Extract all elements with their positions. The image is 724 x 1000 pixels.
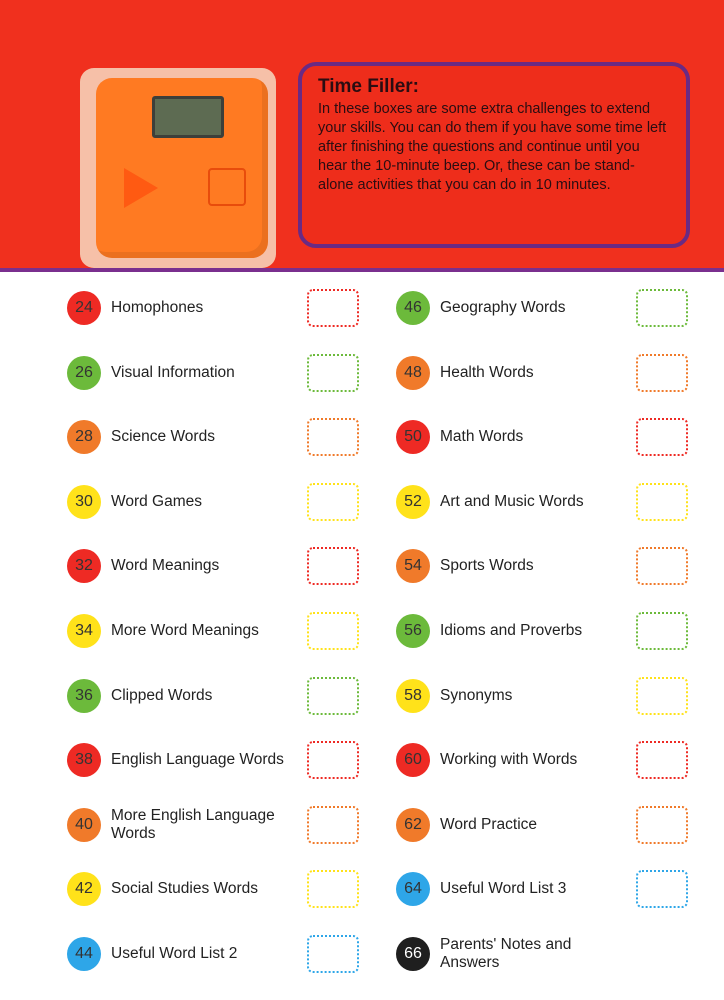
progress-checkbox[interactable] [307, 806, 359, 844]
progress-checkbox[interactable] [307, 547, 359, 585]
play-icon [124, 168, 158, 208]
topic-label: Useful Word List 2 [111, 945, 238, 962]
contents-row [396, 867, 620, 911]
page-number-badge: 64 [396, 872, 430, 906]
topic-label: Math Words [440, 428, 524, 446]
topic-label: Synonyms [440, 686, 513, 704]
topic-label: Word Practice [440, 815, 538, 833]
page-number-badge: 38 [67, 743, 101, 777]
topic-label: Working with Words [440, 751, 578, 769]
progress-checkbox[interactable] [307, 935, 359, 973]
page-number-badge: 34 [67, 614, 101, 648]
topic-label: Health Words [440, 363, 534, 381]
topic-label: Word Games [111, 492, 203, 510]
page-number-badge: 54 [396, 549, 430, 583]
page-number-badge: 66 [396, 937, 430, 971]
progress-checkbox[interactable] [636, 612, 688, 650]
contents-row [67, 803, 291, 847]
page-number-badge: 58 [396, 679, 430, 713]
contents-row [396, 932, 620, 976]
progress-checkbox[interactable] [636, 418, 688, 456]
topic-label: Social Studies Words [111, 880, 259, 898]
contents-row [67, 351, 291, 395]
progress-checkbox[interactable] [636, 935, 688, 973]
page-number-badge: 48 [396, 356, 430, 390]
page-number-badge: 32 [67, 549, 101, 583]
contents-row [67, 932, 291, 976]
contents-row [67, 286, 291, 330]
contents-row [67, 738, 291, 782]
progress-checkbox[interactable] [307, 289, 359, 327]
topic-label: More English Language Words [111, 806, 275, 842]
topic-label: Useful Word List 3 [440, 880, 567, 898]
page-number-badge: 26 [67, 356, 101, 390]
contents-row [396, 803, 620, 847]
page-number-badge: 42 [67, 872, 101, 906]
contents-row [396, 351, 620, 395]
stop-icon [208, 168, 246, 206]
topic-label: Sports Words [440, 557, 534, 575]
progress-checkbox[interactable] [307, 741, 359, 779]
progress-checkbox[interactable] [636, 677, 688, 715]
topic-label: English Language Words [111, 751, 284, 769]
time-filler-box [298, 62, 690, 248]
progress-checkbox[interactable] [636, 483, 688, 521]
progress-checkbox[interactable] [307, 612, 359, 650]
contents-row [396, 544, 620, 588]
page-number-badge: 62 [396, 808, 430, 842]
topic-label: Visual Information [111, 363, 235, 381]
page-number-badge: 52 [396, 485, 430, 519]
progress-checkbox[interactable] [636, 289, 688, 327]
timer-device [96, 78, 268, 258]
contents-row [67, 609, 291, 653]
time-filler-title: Time Filler: [318, 76, 420, 97]
progress-checkbox[interactable] [307, 483, 359, 521]
contents-row [396, 609, 620, 653]
contents-row [67, 674, 291, 718]
timer-screen [152, 96, 224, 138]
page-number-badge: 60 [396, 743, 430, 777]
progress-checkbox[interactable] [307, 354, 359, 392]
contents-row [396, 415, 620, 459]
page-number-badge: 44 [67, 937, 101, 971]
contents-row [396, 674, 620, 718]
topic-label: Parents' Notes and Answers [440, 936, 572, 971]
contents-row [67, 867, 291, 911]
page-number-badge: 30 [67, 485, 101, 519]
contents-row [396, 738, 620, 782]
topic-label: Clipped Words [111, 686, 213, 704]
progress-checkbox[interactable] [636, 741, 688, 779]
topic-label: Homophones [111, 299, 204, 316]
page-number-badge: 36 [67, 679, 101, 713]
progress-checkbox[interactable] [636, 547, 688, 585]
contents-row [67, 480, 291, 524]
contents-row [67, 544, 291, 588]
contents-row [396, 286, 620, 330]
progress-checkbox[interactable] [307, 677, 359, 715]
progress-checkbox[interactable] [307, 870, 359, 908]
topic-label: Art and Music Words [440, 492, 584, 510]
topic-label: Science Words [111, 428, 215, 446]
progress-checkbox[interactable] [636, 870, 688, 908]
page-number-badge: 40 [67, 808, 101, 842]
contents-row [396, 480, 620, 524]
page-number-badge: 50 [396, 420, 430, 454]
page-number-badge: 28 [67, 420, 101, 454]
page-number-badge: 56 [396, 614, 430, 648]
topic-label: Idioms and Proverbs [440, 622, 583, 639]
progress-checkbox[interactable] [636, 354, 688, 392]
page-number-badge: 46 [396, 291, 430, 325]
topic-label: Geography Words [440, 299, 566, 316]
page-number-badge: 24 [67, 291, 101, 325]
topic-label: Word Meanings [111, 557, 220, 575]
time-filler-body: In these boxes are some extra challenges to extend your skills. You can do them if you have some time left after finishing the questions and continue until you hear the 10-minute beep. Or, these can be stand-alone activities that you can do in 10 minutes. [318, 101, 667, 193]
contents-row [67, 415, 291, 459]
topic-label: More Word Meanings [111, 622, 259, 639]
progress-checkbox[interactable] [307, 418, 359, 456]
progress-checkbox[interactable] [636, 806, 688, 844]
